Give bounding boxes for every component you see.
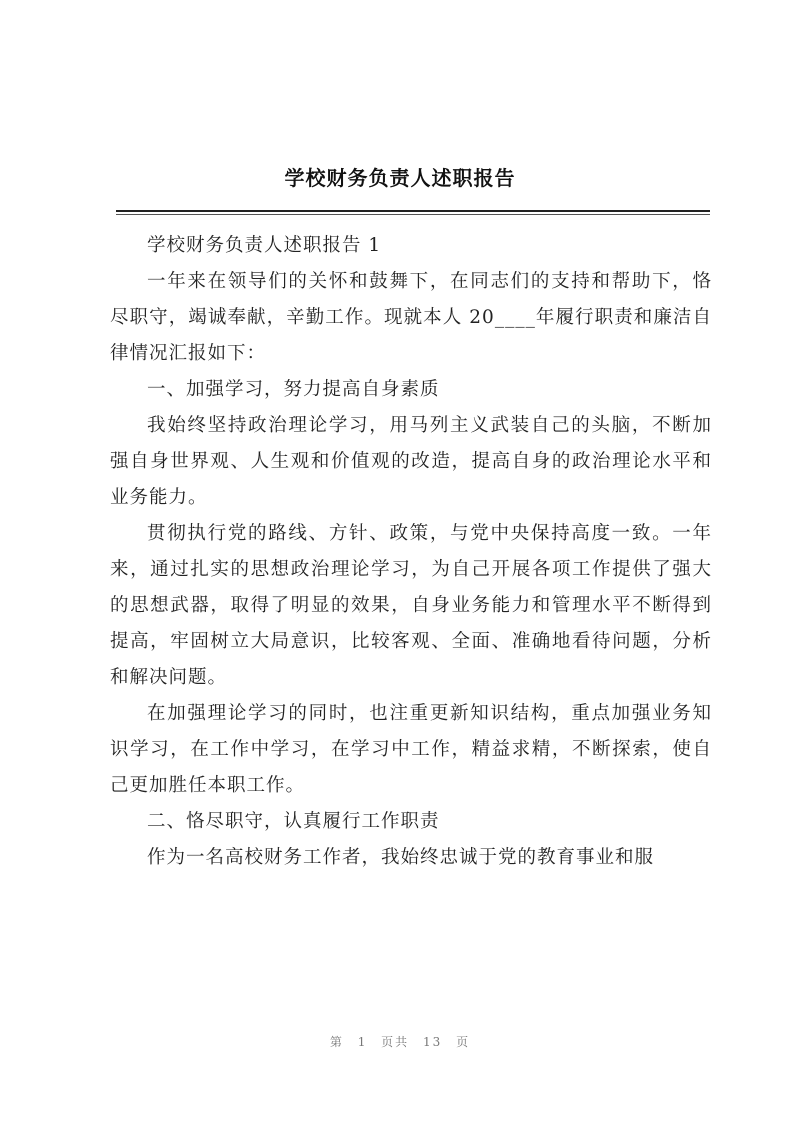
page-footer: 第 1 页共 13 页 — [329, 1035, 471, 1049]
paragraph-subtitle: 学校财务负责人述职报告 1 — [147, 235, 382, 256]
paragraph: 一年来在领导们的关怀和鼓舞下，在同志们的支持和帮助下，恪尽职守，竭诚奉献，辛勤工作。现就本人 20____年履行职责和廉洁自律情况汇报如下： — [110, 271, 712, 364]
paragraph: 在加强理论学习的同时，也注重更新知识结构，重点加强业务知识学习，在工作中学习，在学习中工作，精益求精，不断探索，使自己更加胜任本职工作。 — [110, 703, 712, 796]
section-heading: 一、加强学习，努力提高自身素质 — [147, 379, 440, 400]
paragraph: 我始终坚持政治理论学习，用马列主义武装自己的头脑，不断加强自身世界观、人生观和价值观的改造，提高自身的政治理论水平和业务能力。 — [110, 415, 712, 508]
document-title: 学校财务负责人述职报告 — [284, 166, 516, 190]
document-body — [110, 228, 712, 876]
title-rule-thin — [116, 214, 710, 215]
paragraph: 作为一名高校财务工作者，我始终忠诚于党的教育事业和服 — [147, 847, 655, 868]
paragraph: 贯彻执行党的路线、方针、政策，与党中央保持高度一致。一年来，通过扎实的思想政治理论学习，为自己开展各项工作提供了强大的思想武器，取得了明显的效果，自身业务能力和管理水平不断得到提高，牢固树立大局意识，比较客观、全面、准确地看待问题，分析和解决问题。 — [110, 523, 712, 688]
section-heading: 二、恪尽职守，认真履行工作职责 — [147, 811, 440, 832]
title-rule-thick — [116, 210, 710, 212]
